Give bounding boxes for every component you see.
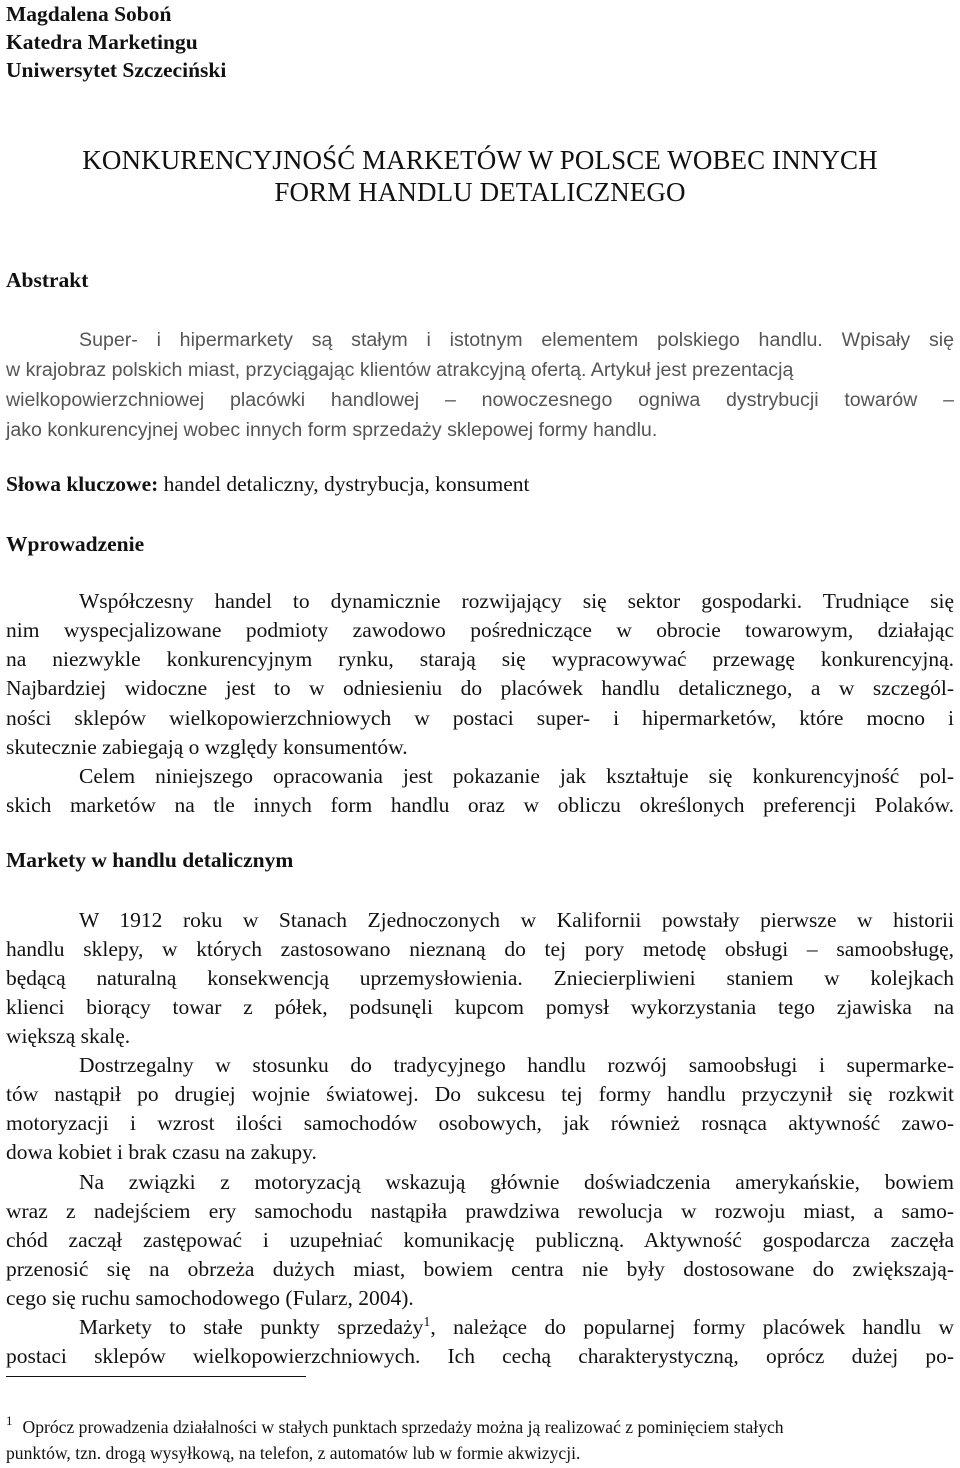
abstract-line: w krajobraz polskich miast, przyciągając klientów atrakcyjną ofertą. Artykuł jest prezentacją	[6, 359, 794, 381]
footnote-continuation: punktów, tzn. drogą wysyłkową, na telefon, z automatów lub w formie akwizycji.	[6, 1443, 581, 1463]
intro-line: ności sklepów wielkopowierzchniowych w postaci super- i hipermarketów, które mocno i	[6, 706, 954, 730]
section-line: dowa kobiet i brak czasu na zakupy.	[6, 1140, 317, 1164]
section-line: cego się ruchu samochodowego (Fularz, 2004).	[6, 1286, 414, 1310]
section-line: Dostrzegalny w stosunku do tradycyjnego handlu rozwój samoobsługi i supermarke-	[79, 1053, 954, 1077]
section-line: większą skalę.	[6, 1024, 131, 1048]
section-line: postaci sklepów wielkopowierzchniowych. Ich cechą charakterystyczną, oprócz dużej po-	[6, 1344, 954, 1368]
section-line: handlu sklepy, w których zastosowano nieznaną do tej pory metodę obsługi – samoobsługę,	[6, 937, 954, 961]
section-line-text: , należące do popularnej formy placówek handlu w	[430, 1315, 954, 1339]
section-line: W 1912 roku w Stanach Zjednoczonych w Kalifornii powstały pierwsze w historii	[79, 908, 954, 932]
section-line: motoryzacji i wzrost ilości samochodów osobowych, jak również rosnąca aktywność zawo-	[6, 1111, 954, 1135]
intro-line: nim wyspecjalizowane podmioty zawodowo pośredniczące w obrocie towarowym, działając	[6, 618, 954, 642]
footnote-number: 1	[6, 1413, 13, 1428]
footnote-ref: 1	[423, 1314, 431, 1330]
keywords-label: Słowa kluczowe:	[6, 472, 159, 496]
author-department: Katedra Marketingu	[6, 30, 198, 54]
intro-line: Celem niniejszego opracowania jest pokazanie jak kształtuje się konkurencyjność pol-	[79, 764, 954, 788]
section-line: wraz z nadejściem ery samochodu nastąpiła prawdziwa rewolucja w rozwoju miast, a samo-	[6, 1199, 954, 1223]
section-line: tów nastąpił po drugiej wojnie światowej. Do sukcesu tej formy handlu przyczynił się rozkwit	[6, 1082, 954, 1106]
section-line-text: Markety to stałe punkty sprzedaży	[79, 1315, 424, 1339]
intro-heading: Wprowadzenie	[6, 532, 145, 556]
paper-title-line-2: FORM HANDLU DETALICZNEGO	[274, 177, 686, 207]
footnote	[6, 1414, 954, 1442]
intro-line: skich marketów na tle innych form handlu oraz w obliczu określonych preferencji Polaków.	[6, 793, 954, 817]
footnote-divider	[6, 1376, 306, 1377]
keywords	[6, 472, 529, 497]
abstract-line: Super- i hipermarkety są stałym i istotnym elementem polskiego handlu. Wpisały się	[79, 329, 954, 351]
intro-line: Najbardziej widoczne jest to w odniesieniu do placówek handlu detalicznego, a w szczegól-	[6, 676, 954, 700]
section-line	[79, 1312, 954, 1342]
abstract-line: wielkopowierzchniowej placówki handlowej – nowoczesnego ogniwa dystrybucji towarów –	[6, 389, 954, 411]
section-heading-markety: Markety w handlu detalicznym	[6, 848, 294, 872]
section-line: klienci biorący towar z półek, podsunęli kupcom pomysł wykorzystania tego zjawiska na	[6, 995, 954, 1019]
section-line: Na związki z motoryzacją wskazują głównie doświadczenia amerykańskie, bowiem	[79, 1170, 954, 1194]
author-university: Uniwersytet Szczeciński	[6, 58, 227, 82]
intro-line: Współczesny handel to dynamicznie rozwijający się sektor gospodarki. Trudniące się	[79, 589, 954, 613]
section-line: chód zaczął zastępować i uzupełniać komunikację publiczną. Aktywność gospodarcza zaczęła	[6, 1228, 954, 1252]
keywords-text: handel detaliczny, dystrybucja, konsument	[158, 472, 530, 496]
abstract-line: jako konkurencyjnej wobec innych form sprzedaży sklepowej formy handlu.	[6, 419, 658, 441]
author-name: Magdalena Soboń	[6, 2, 172, 26]
section-line: przenosić się na obrzeża dużych miast, bowiem centra nie były dostosowane do zwiększają-	[6, 1257, 954, 1281]
footnote-text: Oprócz prowadzenia działalności w stałych punktach sprzedaży można ją realizować z pominięciem stałych	[22, 1417, 784, 1437]
abstract-heading: Abstrakt	[6, 268, 89, 292]
section-line: będącą naturalną konsekwencją uprzemysłowienia. Zniecierpliwieni staniem w kolejkach	[6, 966, 954, 990]
intro-line: skutecznie zabiegają o względy konsumentów.	[6, 735, 408, 759]
paper-title-line-1: KONKURENCYJNOŚĆ MARKETÓW W POLSCE WOBEC INNYCH	[82, 145, 878, 175]
intro-line: na niezwykle konkurencyjnym rynku, starają się wypracowywać przewagę konkurencyjną.	[6, 647, 954, 671]
